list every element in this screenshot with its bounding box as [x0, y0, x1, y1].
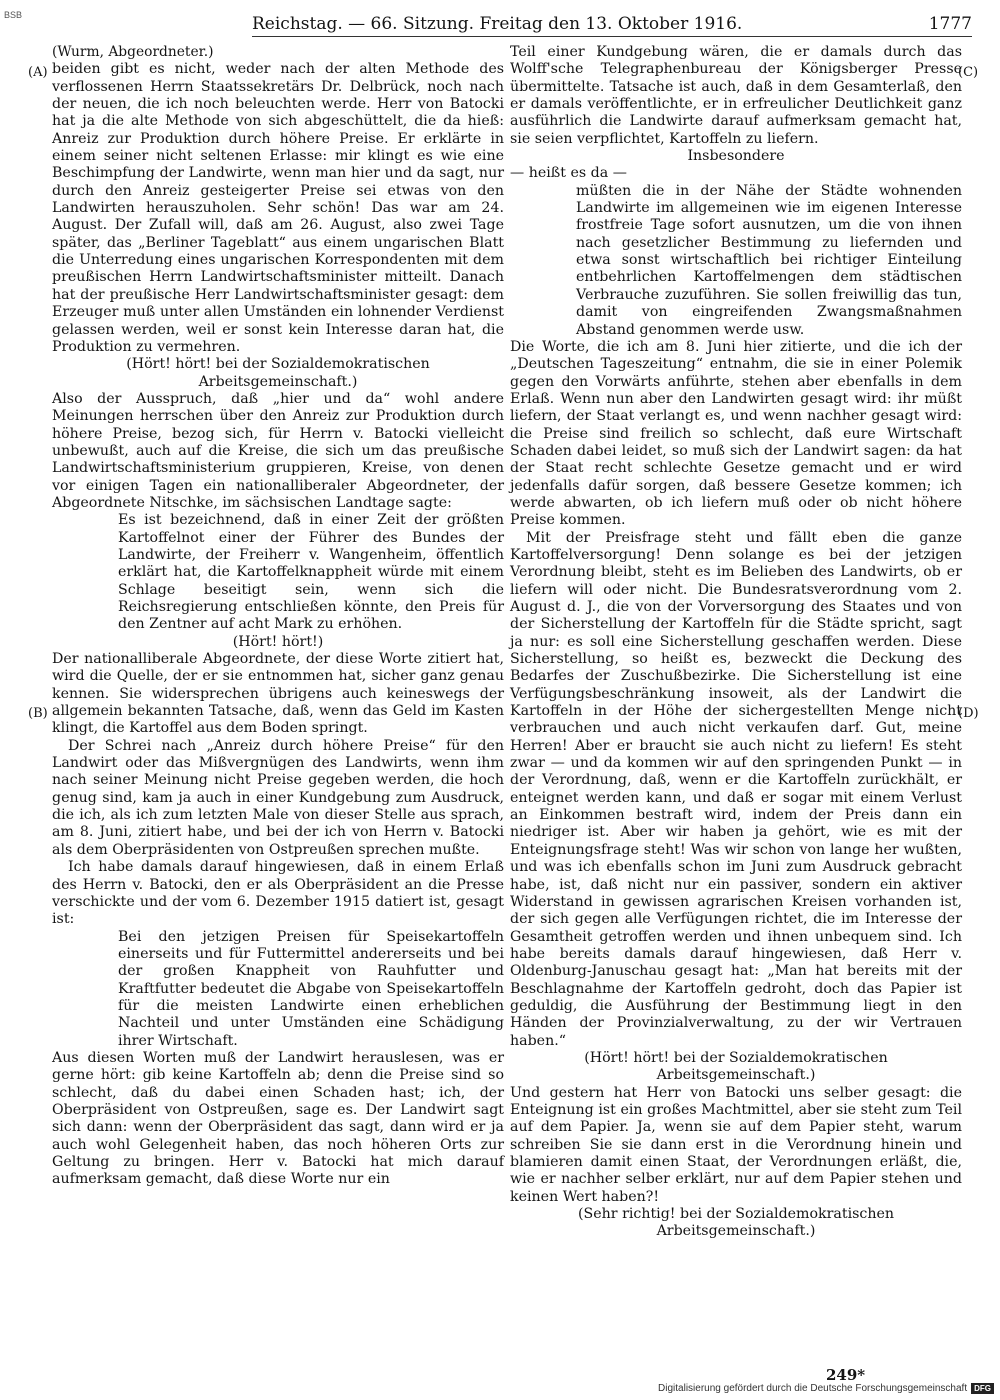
- paragraph: Teil einer Kundgebung wären, die er damals durch das Wolff'sche Telegraphenbureau der Königsberger Presse übermittelte. Tatsache ist auch, daß in dem Gesamterlaß, den er damals veröffentlichte, er in erfreulicher Deutlichkeit ganz ausführlich die Landwirte darauf aufmerksam gemacht hat, sie seien verpflichtet, Kartoffeln zu liefern.: [510, 44, 962, 147]
- header-title: Reichstag. — 66. Sitzung. Freitag den 13. Oktober 1916.: [252, 14, 743, 34]
- library-stamp: BSB: [4, 10, 23, 20]
- right-column: [510, 44, 962, 1241]
- block-quote: Es ist bezeichnend, daß in einer Zeit der größten Kartoffelnot einer der Führer des Bundes der Landwirte, der Freiherr v. Wangenheim, öffentlich erklärt hat, die Kartoffelknappheit würde mit einem Schlage beseitigt sein, wenn sich die Reichsregierung entschließen könnte, den Preis für den Zentner auf acht Mark zu erhöhen.: [118, 512, 504, 633]
- paragraph: Ich habe damals darauf hingewiesen, daß in einem Erlaß des Herrn v. Batocki, den er als Oberpräsident an die Presse verschickte und der vom 6. Dezember 1915 datiert ist, gesagt ist:: [52, 859, 504, 928]
- page-header: [252, 14, 972, 37]
- margin-marker-c: (C): [958, 65, 979, 80]
- left-column: [52, 44, 504, 1189]
- interjection: (Sehr richtig! bei der Sozialdemokratischen Arbeitsgemeinschaft.): [577, 1206, 895, 1240]
- paragraph: Also der Ausspruch, daß „hier und da“ wohl andere Meinungen herrschen über den Anreiz zur Produktion durch höhere Preise, bezog sich, für Herrn v. Batocki vielleicht unbewußt, auch auf die Kreise, die sich um das preußische Landwirtschaftsministerium gruppieren, Kreise, von denen vor einigen Tagen ein nationalliberaler Abgeordneter, der Abgeordnete Nitschke, im sächsischen Landtage sagte:: [52, 390, 504, 511]
- paragraph: Der Schrei nach „Anreiz durch höhere Preise“ für den Landwirt oder das Mißvergnügen des Landwirts, wenn ihm nach seiner Meinung nicht Preise gegeben werden, die hoch genug sind, kam ja auch in einer Kundgebung zum Ausdruck, die ich, als ich zum letzten Male von dieser Stelle aus sprach, am 8. Juni, zitiert habe, und bei der ich von Herrn v. Batocki als dem Oberpräsidenten von Ostpreußen sprechen mußte.: [52, 737, 504, 858]
- dfg-logo-icon: DFG: [971, 1383, 994, 1394]
- paragraph: beiden gibt es nicht, weder nach der alten Methode des verflossenen Herrn Staatssekretärs Dr. Delbrück, noch nach der neuen, die ich noch beleuchten werde. Herr von Batocki hat ja die alte Methode von sich abgeschüttelt, die da hieß: Anreiz zur Produktion durch höhere Preise. Er erklärte in einem seiner nicht seltenen Erlasse: mir klingt es wie eine Beschimpfung der Landwirte, wenn man hier und da sagt, nur durch den Anreiz gesteigerter Preise sei etwas von den Landwirten herauszuholen. Sehr schön! Das war am 24. August. Der Zufall will, daß am 26. August, also zwei Tage später, das „Berliner Tageblatt“ aus einem ungarischen Blatt die Unterredung eines ungarischen Korrespondenten mit dem preußischen Herrn Landwirtschaftsminister mitteilt. Danach hat der preußische Herr Landwirtschaftsminister gesagt: dem Erzeuger muß unter allen Umständen ein lohnender Verdienst gelassen werden, weil er sonst kein Interesse daran hat, die Produktion zu vermehren.: [52, 61, 504, 355]
- margin-marker-d: (D): [958, 706, 979, 721]
- footer-text: Digitalisierung gefördert durch die Deutsche Forschungsgemeinschaft: [658, 1383, 968, 1394]
- block-quote: müßten die in der Nähe der Städte wohnenden Landwirte im allgemeinen wie im eigenen Interesse frostfreie Tage sofort ausnutzen, um die von ihnen nach gesetzlicher Bestimmung zu liefernden und etwa sonst wirtschaftlich bei richtiger Einteilung entbehrlichen Kartoffelmengen dem städtischen Verbrauche zuzuführen. Sie sollen freiwillig das tun, damit von eingreifenden Zwangsmaßnahmen Abstand genommen werde usw.: [576, 182, 962, 338]
- signature-mark: 249*: [826, 1366, 866, 1384]
- interjection: (Hört! hört!): [232, 633, 324, 650]
- paragraph: Der nationalliberale Abgeordnete, der diese Worte zitiert hat, wird die Quelle, der er sie entnommen hat, sicher ganz genau kennen. Sie widersprechen übrigens auch keineswegs der allgemein bekannten Tatsache, daß, wenn das Geld im Kasten klingt, die Kartoffel aus dem Boden springt.: [52, 651, 504, 737]
- paragraph: Die Worte, die ich am 8. Juni hier zitierte, und die ich der „Deutschen Tageszeitung“ entnahm, die sie in einer Polemik gegen den Vorwärts anführte, stehen aber ebenfalls in dem Erlaß. Wenn nun aber den Landwirten gesagt wird: ihr müßt liefern, der Staat verlangt es, und wenn nachher gesagt wird: die Preise sind freilich so schlecht, daß eure Wirtschaft Schaden dabei leidet, so muß sich der Landwirt sagen: da hat der Staat recht schlechte Gesetze gemacht und er wird jedenfalls dafür sorgen, daß bessere Gesetze kommen; ich werde abwarten, ob ich liefern muß oder ob nicht höhere Preise kommen.: [510, 338, 962, 529]
- heisst-label: — heißt es da —: [510, 165, 627, 182]
- margin-marker-a: (A): [28, 65, 48, 80]
- insbesondere-label: Insbesondere: [687, 148, 785, 165]
- paragraph: Aus diesen Worten muß der Landwirt herauslesen, was er gerne hört: gib keine Kartoffeln ab; denn die Preise sind so schlecht, daß du dabei einen Schaden hast; ich, der Oberpräsident von Ostpreußen, sage es. Der Landwirt sagt sich dann: wenn der Oberpräsident das sagt, dann wird er ja auch wohl Gelegenheit haben, das noch höheren Orts zur Geltung zu bringen. Herr v. Batocki hat mich darauf aufmerksam gemacht, daß diese Worte nur ein: [52, 1049, 504, 1188]
- margin-marker-b: (B): [28, 706, 48, 721]
- paragraph: Und gestern hat Herr von Batocki uns selber gesagt: die Enteignung ist ein großes Machtmittel, aber sie steht zum Teil auf dem Papier. Ja, wenn sie auf dem Papier steht, warum schreiben Sie sie dann erst in die Verordnung hinein und blamieren damit einen Staat, der Verordnungen erläßt, die, wie er nachher selber erklärt, nur auf dem Papier stehen und keinen Wert haben?!: [510, 1084, 962, 1205]
- block-quote: Bei den jetzigen Preisen für Speisekartoffeln einerseits und für Futtermittel andererseits und bei der großen Knappheit von Rauhfutter und Kraftfutter bedeutet die Abgabe von Speisekartoffeln für die meisten Landwirte einen erheblichen Nachteil und unter Umständen eine Schädigung ihrer Wirtschaft.: [118, 928, 504, 1049]
- speaker-label: (Wurm, Abgeordneter.): [52, 44, 214, 60]
- footer: [658, 1383, 994, 1394]
- interjection: (Hört! hört! bei der Sozialdemokratischen Arbeitsgemeinschaft.): [126, 356, 430, 390]
- page-number: 1777: [928, 14, 972, 34]
- interjection: (Hört! hört! bei der Sozialdemokratischen Arbeitsgemeinschaft.): [584, 1049, 888, 1084]
- paragraph: Mit der Preisfrage steht und fällt eben die ganze Kartoffelversorgung! Denn solange es bei der jetzigen Verordnung bleibt, steht es im Belieben des Landwirts, ob er liefern will oder nicht. Die Bundesratsverordnung vom 2. August d. J., die von der Vorversorgung des Staates und von der Sicherstellung der Kartoffeln für die Städte spricht, sagt ja nur: es soll eine Sicherstellung geschaffen werden. Diese Sicherstellung, so heißt es, bezweckt die Deckung des Bedarfes der Zuschußbezirke. Die Sicherstellung ist eine Verfügungsbeschränkung insoweit, als der Landwirt die Kartoffeln in der Höhe der sichergestellten Menge nicht verbrauchen und auch nicht verkaufen darf. Gut, meine Herren! Aber er braucht sie auch nicht zu liefern! Es steht zwar — und da kommen wir auf den springenden Punkt — in der Verordnung, daß, wenn er die Kartoffeln zurückhält, er enteignet werden kann, und daß er sogar mit einem Verlust an Einkommen bestraft wird, indem der Preis dann ein niedriger ist. Aber wir haben ja gehört, wie es mit der Enteignungsfrage steht! Was wir schon von lange her wußten, und was ich ebenfalls schon im Juni zum Ausdruck gebracht habe, ist, daß nicht nur ein passiver, sondern ein aktiver Widerstand in gewissen agrarischen Kreisen vorhanden ist, der sich gegen alle Verfügungen richtet, die im Interesse der Gesamtheit getroffen werden und ihnen unbequem sind. Ich habe bereits damals darauf hingewiesen, daß Herr v. Oldenburg-Januschau gesagt hat: „Man hat bereits mit der Beschlagnahme der Kartoffeln gedroht, doch das Papier ist geduldig, die Ausführung der Bestimmung liegt in den Händen der Provinzialverwaltung, zu der wir Vertrauen haben.“: [510, 529, 962, 1049]
